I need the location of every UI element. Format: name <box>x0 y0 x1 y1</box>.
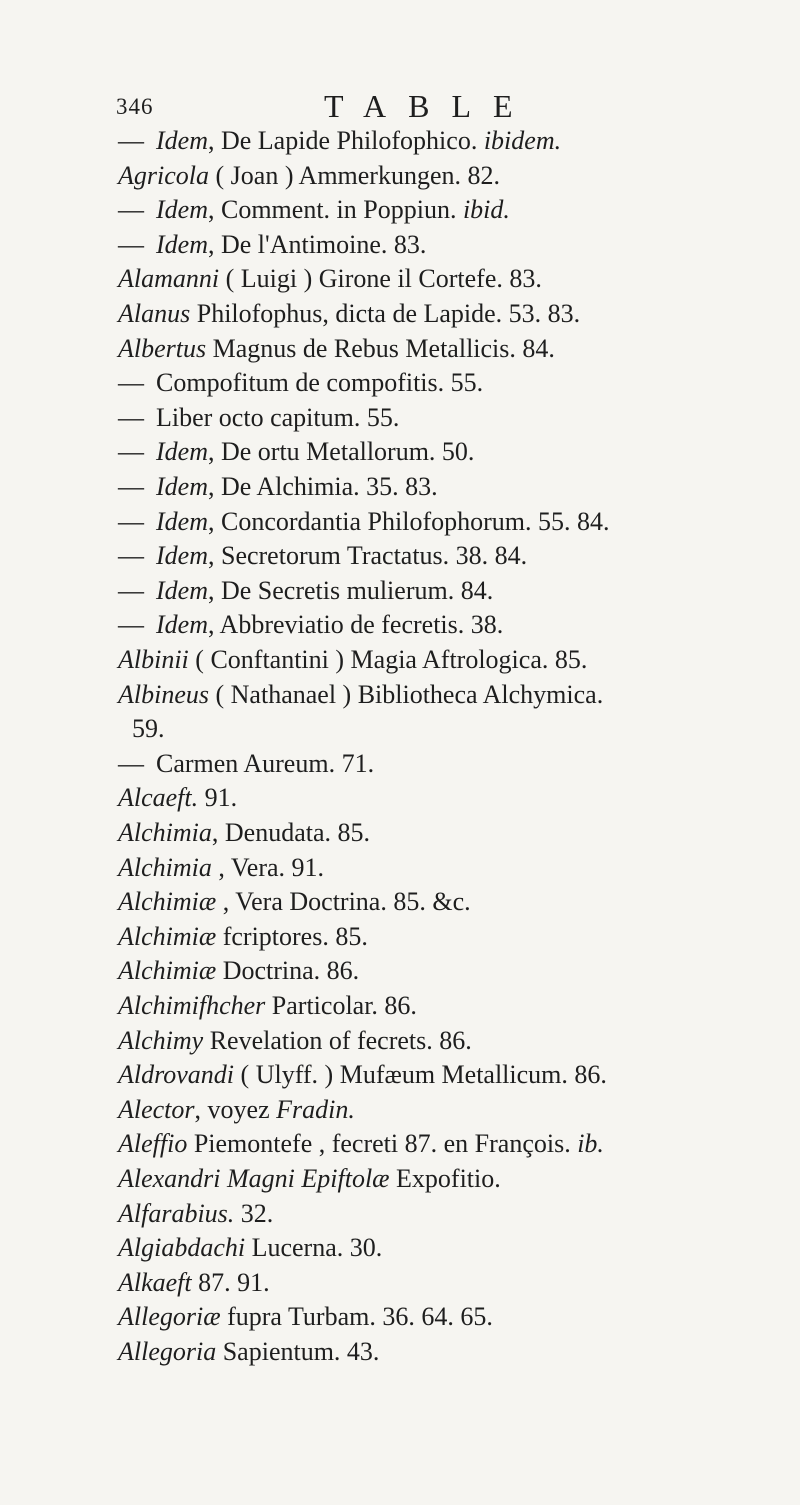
entry-heading: Allegoria <box>118 1337 217 1366</box>
entry-heading: Alchimiæ <box>118 887 217 916</box>
index-entry <box>118 262 790 296</box>
entry-text: Sapientum. 43. <box>216 1337 380 1366</box>
entry-text: , Secretorum Tractatus. 38. 84. <box>207 541 528 570</box>
entry-text: ( Joan ) Ammerkungen. 82. <box>209 161 501 190</box>
entry-heading: Aleffio <box>118 1129 188 1158</box>
entry-text: Doctrina. 86. <box>216 956 360 985</box>
entry-heading: Albertus <box>118 334 207 363</box>
entry-text: Particolar. 86. <box>265 991 417 1020</box>
entry-heading: Alector <box>118 1095 195 1124</box>
entry-heading: Aldrovandi <box>118 1060 235 1089</box>
entry-text: Lucerna. 30. <box>245 1233 383 1262</box>
ditto-dash: — <box>118 437 144 466</box>
index-entry <box>118 816 790 850</box>
entry-text: 32. <box>234 1199 274 1228</box>
entry-text: Magnus de Rebus Metallicis. 84. <box>206 334 555 363</box>
index-entry <box>118 1093 790 1127</box>
entry-text: , Comment. in Poppiun. <box>207 195 457 224</box>
running-title: TABLE <box>324 88 535 124</box>
entry-text: Piemontefe , fecreti 87. en François. <box>187 1129 571 1158</box>
entry-text: , De Lapide Philofophico. <box>207 126 478 155</box>
entry-text: Expofitio. <box>389 1164 501 1193</box>
index-entry <box>118 1127 790 1161</box>
entry-text: ( Nathanael ) Bibliotheca Alchymica. <box>209 680 604 709</box>
entry-heading: Alchimifhcher <box>118 991 266 1020</box>
ditto-dash: — <box>118 610 144 639</box>
entry-text: , Concordantia Philofophorum. 55. 84. <box>207 507 610 536</box>
entry-text: , Denudata. 85. <box>211 818 370 847</box>
entry-heading: Agricola <box>118 161 209 190</box>
index-entry <box>118 643 790 677</box>
entry-text: 91. <box>198 783 238 812</box>
entry-heading: Idem <box>156 230 208 259</box>
entry-heading: Alanus <box>118 299 191 328</box>
entry-heading: Idem <box>156 437 208 466</box>
ditto-dash: — <box>118 126 144 155</box>
entry-heading: Alchimiæ <box>118 956 217 985</box>
entry-heading: Idem <box>156 576 208 605</box>
index-entry <box>118 954 790 988</box>
index-entry <box>118 678 790 712</box>
ditto-dash: — <box>118 195 144 224</box>
index-entry <box>118 366 790 400</box>
entry-reference: ibid. <box>456 195 510 224</box>
entry-text: ( Luigi ) Girone il Cortefe. 83. <box>219 264 542 293</box>
index-entry <box>118 1335 790 1369</box>
entry-text: , De Alchimia. 35. 83. <box>207 472 438 501</box>
index-entry <box>118 781 790 815</box>
ditto-dash: — <box>118 507 144 536</box>
ditto-dash: — <box>118 230 144 259</box>
entry-heading: Alamanni <box>118 264 220 293</box>
entry-text: Revelation of fecrets. 86. <box>203 1026 472 1055</box>
entry-heading: Alchimia <box>118 853 212 882</box>
ditto-dash: — <box>118 472 144 501</box>
entry-text: fcriptores. 85. <box>216 922 368 951</box>
entry-text: Carmen Aureum. 71. <box>156 749 375 778</box>
entry-text: Liber octo capitum. 55. <box>156 403 400 432</box>
index-entry <box>118 608 790 642</box>
entry-text: , De l'Antimoine. 83. <box>207 230 427 259</box>
index-entry <box>118 1058 790 1092</box>
entry-reference: Fradin. <box>269 1095 355 1124</box>
index-entry <box>118 1024 790 1058</box>
entry-text: , De ortu Metallorum. 50. <box>207 437 475 466</box>
index-entry <box>118 505 790 539</box>
entry-heading: Idem <box>156 541 208 570</box>
entry-heading: Idem <box>156 195 208 224</box>
entry-heading: Albineus <box>118 680 209 709</box>
entry-heading: Alkaeft <box>118 1268 192 1297</box>
index-entry <box>118 851 790 885</box>
entry-heading: Idem <box>156 126 208 155</box>
entry-heading: Idem <box>156 472 208 501</box>
index-entry <box>118 574 790 608</box>
entry-reference: ibidem. <box>477 126 562 155</box>
index-entry <box>118 1300 790 1334</box>
entry-text: , Abbreviatio de fecretis. 38. <box>207 610 504 639</box>
entry-heading: Alcaeft. <box>118 783 199 812</box>
entry-reference: ib. <box>570 1129 604 1158</box>
entry-heading: Alfarabius. <box>118 1199 235 1228</box>
index-entry <box>118 470 790 504</box>
ditto-dash: — <box>118 576 144 605</box>
entry-text: Philofophus, dicta de Lapide. 53. 83. <box>190 299 581 328</box>
entry-text: Compofitum de compofitis. 55. <box>156 368 484 397</box>
index-entry <box>118 989 790 1023</box>
index-entry <box>118 1266 790 1300</box>
ditto-dash: — <box>118 749 144 778</box>
entry-text: , Vera Doctrina. 85. &c. <box>216 887 471 916</box>
entry-heading: Algiabdachi <box>118 1233 246 1262</box>
entry-text: ( Ulyff. ) Mufæum Metallicum. 86. <box>234 1060 607 1089</box>
entry-text: , voyez <box>194 1095 270 1124</box>
entry-heading: Alchimia <box>118 818 212 847</box>
entry-text: ( Conftantini ) Magia Aftrologica. 85. <box>188 645 588 674</box>
entry-heading: Albinii <box>118 645 189 674</box>
entry-text: , De Secretis mulierum. 84. <box>207 576 494 605</box>
entry-heading: Alchimy <box>118 1026 204 1055</box>
index-entry <box>118 297 790 331</box>
index-entry <box>118 747 790 781</box>
index-entry <box>118 228 790 262</box>
ditto-dash: — <box>118 541 144 570</box>
ditto-dash: — <box>118 403 144 432</box>
page-number: 346 <box>116 94 154 119</box>
entry-text: fupra Turbam. 36. 64. 65. <box>220 1302 493 1331</box>
entry-text: 59. <box>132 714 165 743</box>
entry-heading: Alexandri Magni Epiftolæ <box>118 1164 390 1193</box>
index-entry <box>118 885 790 919</box>
index-entry <box>118 1197 790 1231</box>
index-entry <box>118 193 790 227</box>
index-entry <box>118 124 790 158</box>
ditto-dash: — <box>118 368 144 397</box>
page-header <box>116 88 676 124</box>
index-entry <box>118 332 790 366</box>
entry-heading: Idem <box>156 610 208 639</box>
index-entry <box>118 1231 790 1265</box>
index-entry <box>118 401 790 435</box>
index-entry <box>118 539 790 573</box>
entry-heading: Idem <box>156 507 208 536</box>
index-entry <box>118 920 790 954</box>
index-entry <box>118 1162 790 1196</box>
entry-text: 87. 91. <box>191 1268 270 1297</box>
entry-heading: Allegoriæ <box>118 1302 221 1331</box>
index-entry <box>132 712 800 746</box>
index-entry <box>118 435 790 469</box>
entry-text: , Vera. 91. <box>211 853 325 882</box>
entry-heading: Alchimiæ <box>118 922 217 951</box>
index-entry <box>118 159 790 193</box>
